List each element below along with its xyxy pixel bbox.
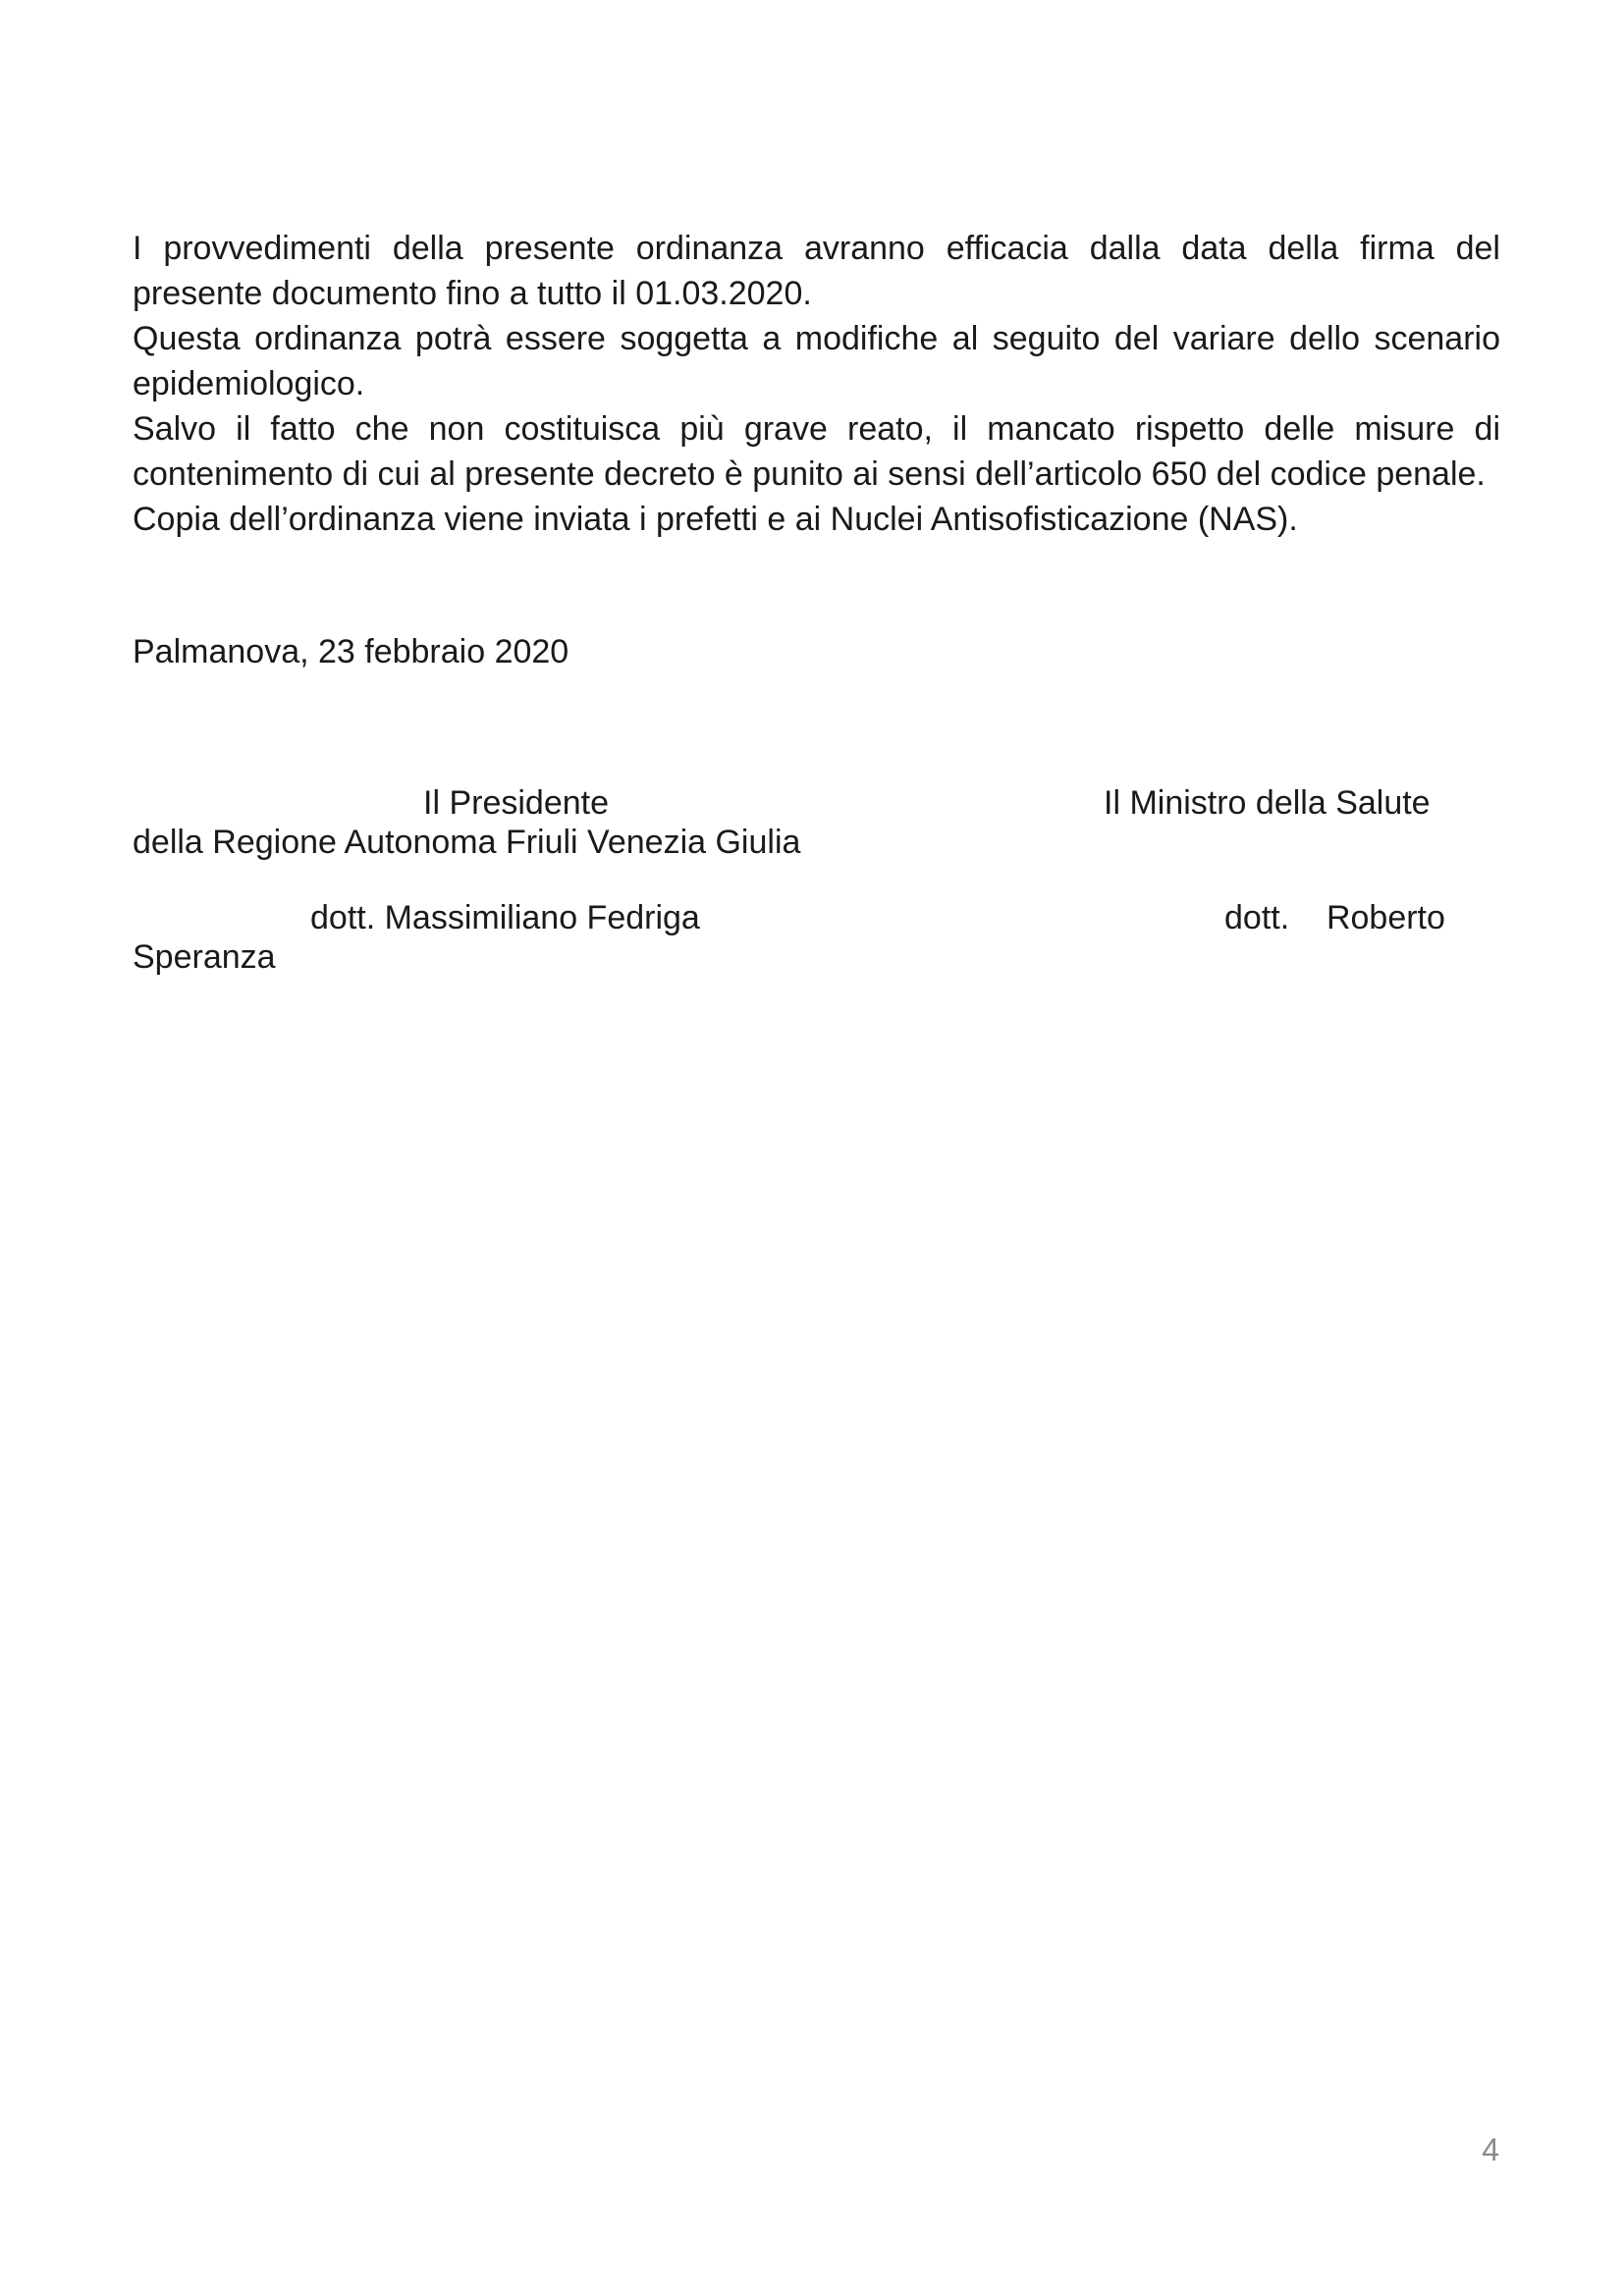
minister-title: Il Ministro della Salute [1104, 784, 1431, 822]
place-and-date: Palmanova, 23 febbraio 2020 [133, 633, 569, 670]
paragraph-modifications: Questa ordinanza potrà essere soggetta a modifiche al seguito del variare dello scenario epidemiologico. [133, 320, 1500, 402]
paragraph-copy-sent: Copia dell’ordinanza viene inviata i prefetti e ai Nuclei Antisofisticazione (NAS). [133, 501, 1298, 538]
paragraph-penalty: Salvo il fatto che non costituisca più grave reato, il mancato rispetto delle misure di contenimento di cui al presente decreto è punito ai sensi dell’articolo 650 del codice penale. [133, 410, 1500, 493]
minister-name-continued: Speranza [133, 938, 276, 976]
ordinance-body [133, 226, 1500, 542]
paragraph-effective-dates: I provvedimenti della presente ordinanza avranno efficacia dalla data della firma del presente documento fino a tutto il 01.03.2020. [133, 230, 1500, 312]
president-title: Il Presidente [423, 784, 609, 822]
president-region: della Regione Autonoma Friuli Venezia Giulia [133, 824, 801, 861]
minister-name: dott. Roberto [1224, 899, 1445, 936]
president-name: dott. Massimiliano Fedriga [310, 899, 700, 936]
page-number: 4 [1482, 2132, 1499, 2167]
